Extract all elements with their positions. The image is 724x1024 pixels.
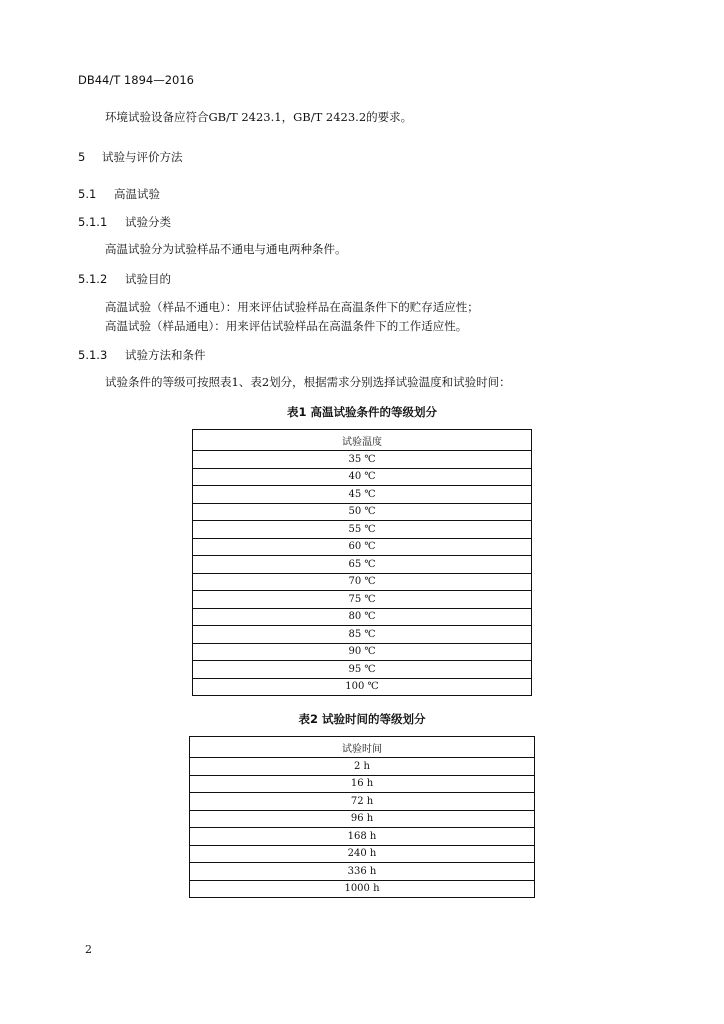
- table-row: [193, 661, 532, 679]
- section-5-1-1-text: 高温试验分为试验样品不通电与通电两种条件。: [105, 242, 347, 256]
- table-row: [193, 573, 532, 591]
- table-cell: 85 ℃: [193, 626, 532, 644]
- table-row: [190, 810, 535, 828]
- section-5-1-1-heading: [78, 214, 171, 230]
- page-number: 2: [85, 943, 92, 956]
- table-row: [193, 626, 532, 644]
- table-row: [193, 608, 532, 626]
- table-cell: 336 h: [190, 863, 535, 881]
- section-5-1-2-line-1: 高温试验（样品不通电）：用来评估试验样品在高温条件下的贮存适应性；: [105, 300, 479, 314]
- table-cell: 2 h: [190, 758, 535, 776]
- table-row: [193, 468, 532, 486]
- table-row: [190, 828, 535, 846]
- section-title: 高温试验: [114, 187, 160, 201]
- table-row: [190, 793, 535, 811]
- table-cell: 55 ℃: [193, 521, 532, 539]
- intro-paragraph: 环境试验设备应符合GB/T 2423.1，GB/T 2423.2的要求。: [105, 110, 413, 124]
- table-row: [193, 486, 532, 504]
- section-number: 5.1.3: [78, 348, 108, 362]
- table-row: [190, 845, 535, 863]
- section-5-1-3-heading: [78, 347, 206, 363]
- table-cell: 70 ℃: [193, 573, 532, 591]
- table-cell: 16 h: [190, 775, 535, 793]
- section-number: 5.1.2: [78, 272, 108, 286]
- table-cell: 45 ℃: [193, 486, 532, 504]
- section-title: 试验目的: [125, 272, 171, 286]
- table-row: [193, 521, 532, 539]
- table-cell: 65 ℃: [193, 556, 532, 574]
- table-cell: 240 h: [190, 845, 535, 863]
- table-2: [189, 736, 535, 898]
- section-number: 5.1.1: [78, 215, 108, 229]
- table-row: [193, 643, 532, 661]
- section-title: 试验方法和条件: [125, 348, 206, 362]
- table-cell: 100 ℃: [193, 678, 532, 696]
- table-cell: 95 ℃: [193, 661, 532, 679]
- table-2-caption: 表2 试验时间的等级划分: [298, 712, 426, 726]
- table-cell: 75 ℃: [193, 591, 532, 609]
- table-cell: 40 ℃: [193, 468, 532, 486]
- table-2-header: 试验时间: [190, 737, 535, 758]
- table-cell: 72 h: [190, 793, 535, 811]
- table-1-caption: 表1 高温试验条件的等级划分: [286, 405, 437, 419]
- section-5-1-2-heading: [78, 271, 171, 287]
- section-title: 试验分类: [125, 215, 171, 229]
- table-cell: 1000 h: [190, 880, 535, 898]
- table-1-header: 试验温度: [193, 430, 532, 451]
- table-row: [190, 775, 535, 793]
- table-cell: 60 ℃: [193, 538, 532, 556]
- section-5-1-3-text: 试验条件的等级可按照表1、表2划分，根据需求分别选择试验温度和试验时间：: [105, 375, 511, 389]
- table-row: [193, 678, 532, 696]
- table-cell: 50 ℃: [193, 503, 532, 521]
- table-row: [190, 758, 535, 776]
- table-row: [190, 863, 535, 881]
- table-row: [193, 538, 532, 556]
- section-5-1-heading: [78, 186, 160, 202]
- table-cell: 90 ℃: [193, 643, 532, 661]
- table-cell: 168 h: [190, 828, 535, 846]
- section-number: 5.1: [78, 187, 97, 201]
- document-code: DB44/T 1894—2016: [78, 73, 194, 87]
- table-row: [193, 451, 532, 469]
- section-title: 试验与评价方法: [102, 150, 183, 164]
- table-row: [193, 556, 532, 574]
- section-5-1-2-line-2: 高温试验（样品通电）：用来评估试验样品在高温条件下的工作适应性。: [105, 319, 468, 333]
- table-cell: 80 ℃: [193, 608, 532, 626]
- section-number: 5: [78, 150, 86, 164]
- table-row: [193, 591, 532, 609]
- table-1: [192, 429, 532, 696]
- table-row: [190, 880, 535, 898]
- section-5-heading: [78, 149, 183, 165]
- table-cell: 96 h: [190, 810, 535, 828]
- table-row: [193, 503, 532, 521]
- table-cell: 35 ℃: [193, 451, 532, 469]
